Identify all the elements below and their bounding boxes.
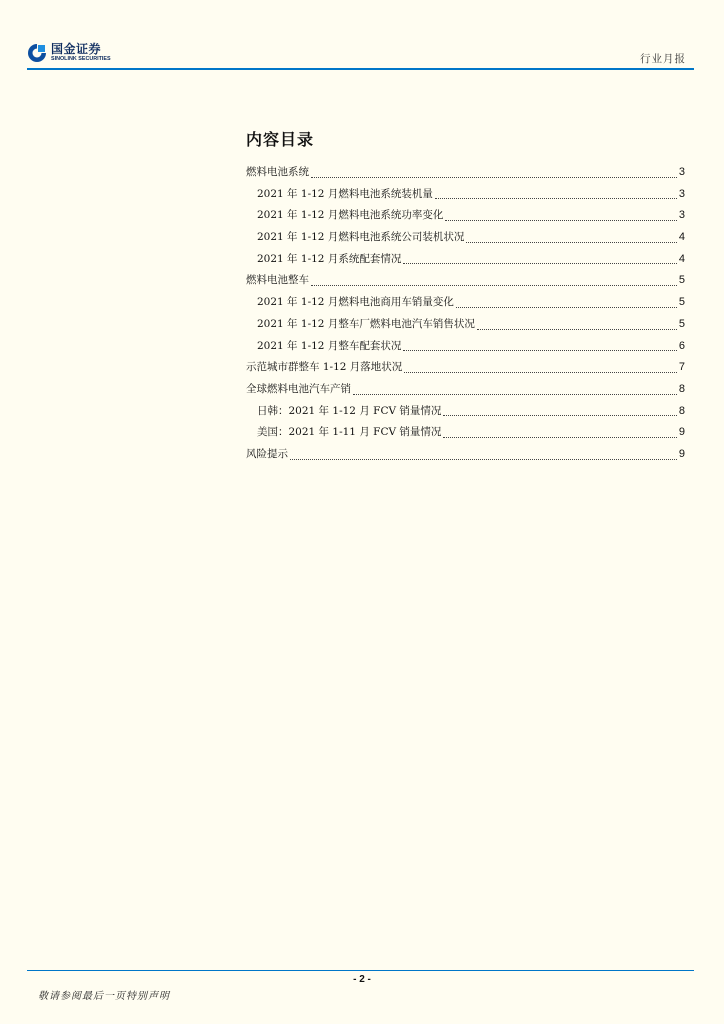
toc-entry-page: 5	[678, 317, 685, 330]
toc-entry[interactable]	[246, 424, 685, 446]
report-type-label: 行业月报	[640, 53, 686, 65]
toc-entry[interactable]	[246, 446, 685, 468]
toc-leader-dots	[311, 284, 677, 286]
toc-leader-dots	[403, 262, 677, 264]
toc-leader-dots	[311, 176, 677, 178]
toc-entry-page: 6	[678, 339, 685, 352]
logo-mark-icon	[27, 43, 47, 63]
toc-entry-label: 美国：2021 年 1-11 月 FCV 销量情况	[257, 426, 442, 439]
toc-leader-dots	[445, 219, 677, 221]
toc-entry-label: 日韩：2021 年 1-12 月 FCV 销量情况	[257, 404, 442, 417]
logo-chinese-name: 国金证券	[51, 42, 102, 56]
toc-entry-page: 4	[678, 252, 685, 265]
toc-entry-page: 7	[678, 361, 685, 374]
toc-leader-dots	[290, 458, 677, 460]
toc-entry-label: 燃料电池系统	[246, 166, 309, 178]
toc-entry-page: 3	[678, 166, 685, 178]
toc-entry-label: 2021 年 1-12 月燃料电池系统功率变化	[257, 209, 444, 222]
toc-entry[interactable]	[246, 186, 685, 208]
toc-leader-dots	[353, 393, 677, 395]
toc-entry[interactable]	[246, 229, 685, 251]
toc-entry-label: 2021 年 1-12 月燃料电池系统公司装机状况	[257, 231, 465, 244]
toc-entry-label: 2021 年 1-12 月整车厂燃料电池汽车销售状况	[257, 317, 475, 330]
table-of-contents	[246, 127, 685, 468]
toc-entry[interactable]	[246, 251, 685, 273]
toc-entry-page: 5	[678, 274, 685, 287]
toc-entry-label: 风险提示	[246, 447, 288, 460]
toc-leader-dots	[404, 371, 677, 373]
header-divider	[27, 68, 694, 70]
toc-list	[246, 164, 685, 468]
toc-entry[interactable]	[246, 164, 685, 186]
toc-entry-label: 2021 年 1-12 月整车配套状况	[257, 339, 402, 352]
toc-entry[interactable]	[246, 381, 685, 403]
toc-entry-label: 2021 年 1-12 月燃料电池商用车销量变化	[257, 296, 454, 309]
page-number: - 2 -	[353, 974, 371, 985]
toc-leader-dots	[435, 197, 677, 199]
toc-entry-label: 燃料电池整车	[246, 274, 309, 287]
toc-entry[interactable]	[246, 359, 685, 381]
toc-entry-page: 5	[678, 296, 685, 309]
toc-entry[interactable]	[246, 316, 685, 338]
toc-entry-page: 3	[678, 209, 685, 222]
toc-entry[interactable]	[246, 272, 685, 294]
company-logo	[27, 40, 133, 66]
toc-entry[interactable]	[246, 207, 685, 229]
toc-entry-page: 3	[678, 187, 685, 200]
toc-entry-page: 4	[678, 231, 685, 244]
toc-leader-dots	[443, 436, 676, 438]
toc-leader-dots	[403, 349, 677, 351]
toc-entry-label: 2021 年 1-12 月系统配套情况	[257, 252, 402, 265]
disclaimer-text: 敬请参阅最后一页特别声明	[38, 991, 170, 1002]
toc-entry[interactable]	[246, 294, 685, 316]
toc-leader-dots	[477, 328, 677, 330]
toc-entry-page: 9	[678, 447, 685, 460]
toc-entry-label: 示范城市群整车 1-12 月落地状况	[246, 361, 403, 374]
toc-entry-page: 8	[678, 382, 685, 395]
toc-entry-page: 8	[678, 404, 685, 417]
logo-english-name: SINOLINK SECURITIES	[51, 56, 111, 62]
toc-leader-dots	[443, 414, 676, 416]
toc-leader-dots	[456, 306, 677, 308]
footer-divider	[27, 970, 694, 971]
toc-entry-label: 2021 年 1-12 月燃料电池系统装机量	[257, 187, 433, 200]
toc-entry[interactable]	[246, 338, 685, 360]
toc-entry-page: 9	[678, 426, 685, 439]
toc-leader-dots	[466, 241, 677, 243]
toc-entry-label: 全球燃料电池汽车产销	[246, 382, 351, 395]
toc-title: 内容目录	[246, 130, 315, 149]
toc-entry[interactable]	[246, 403, 685, 425]
